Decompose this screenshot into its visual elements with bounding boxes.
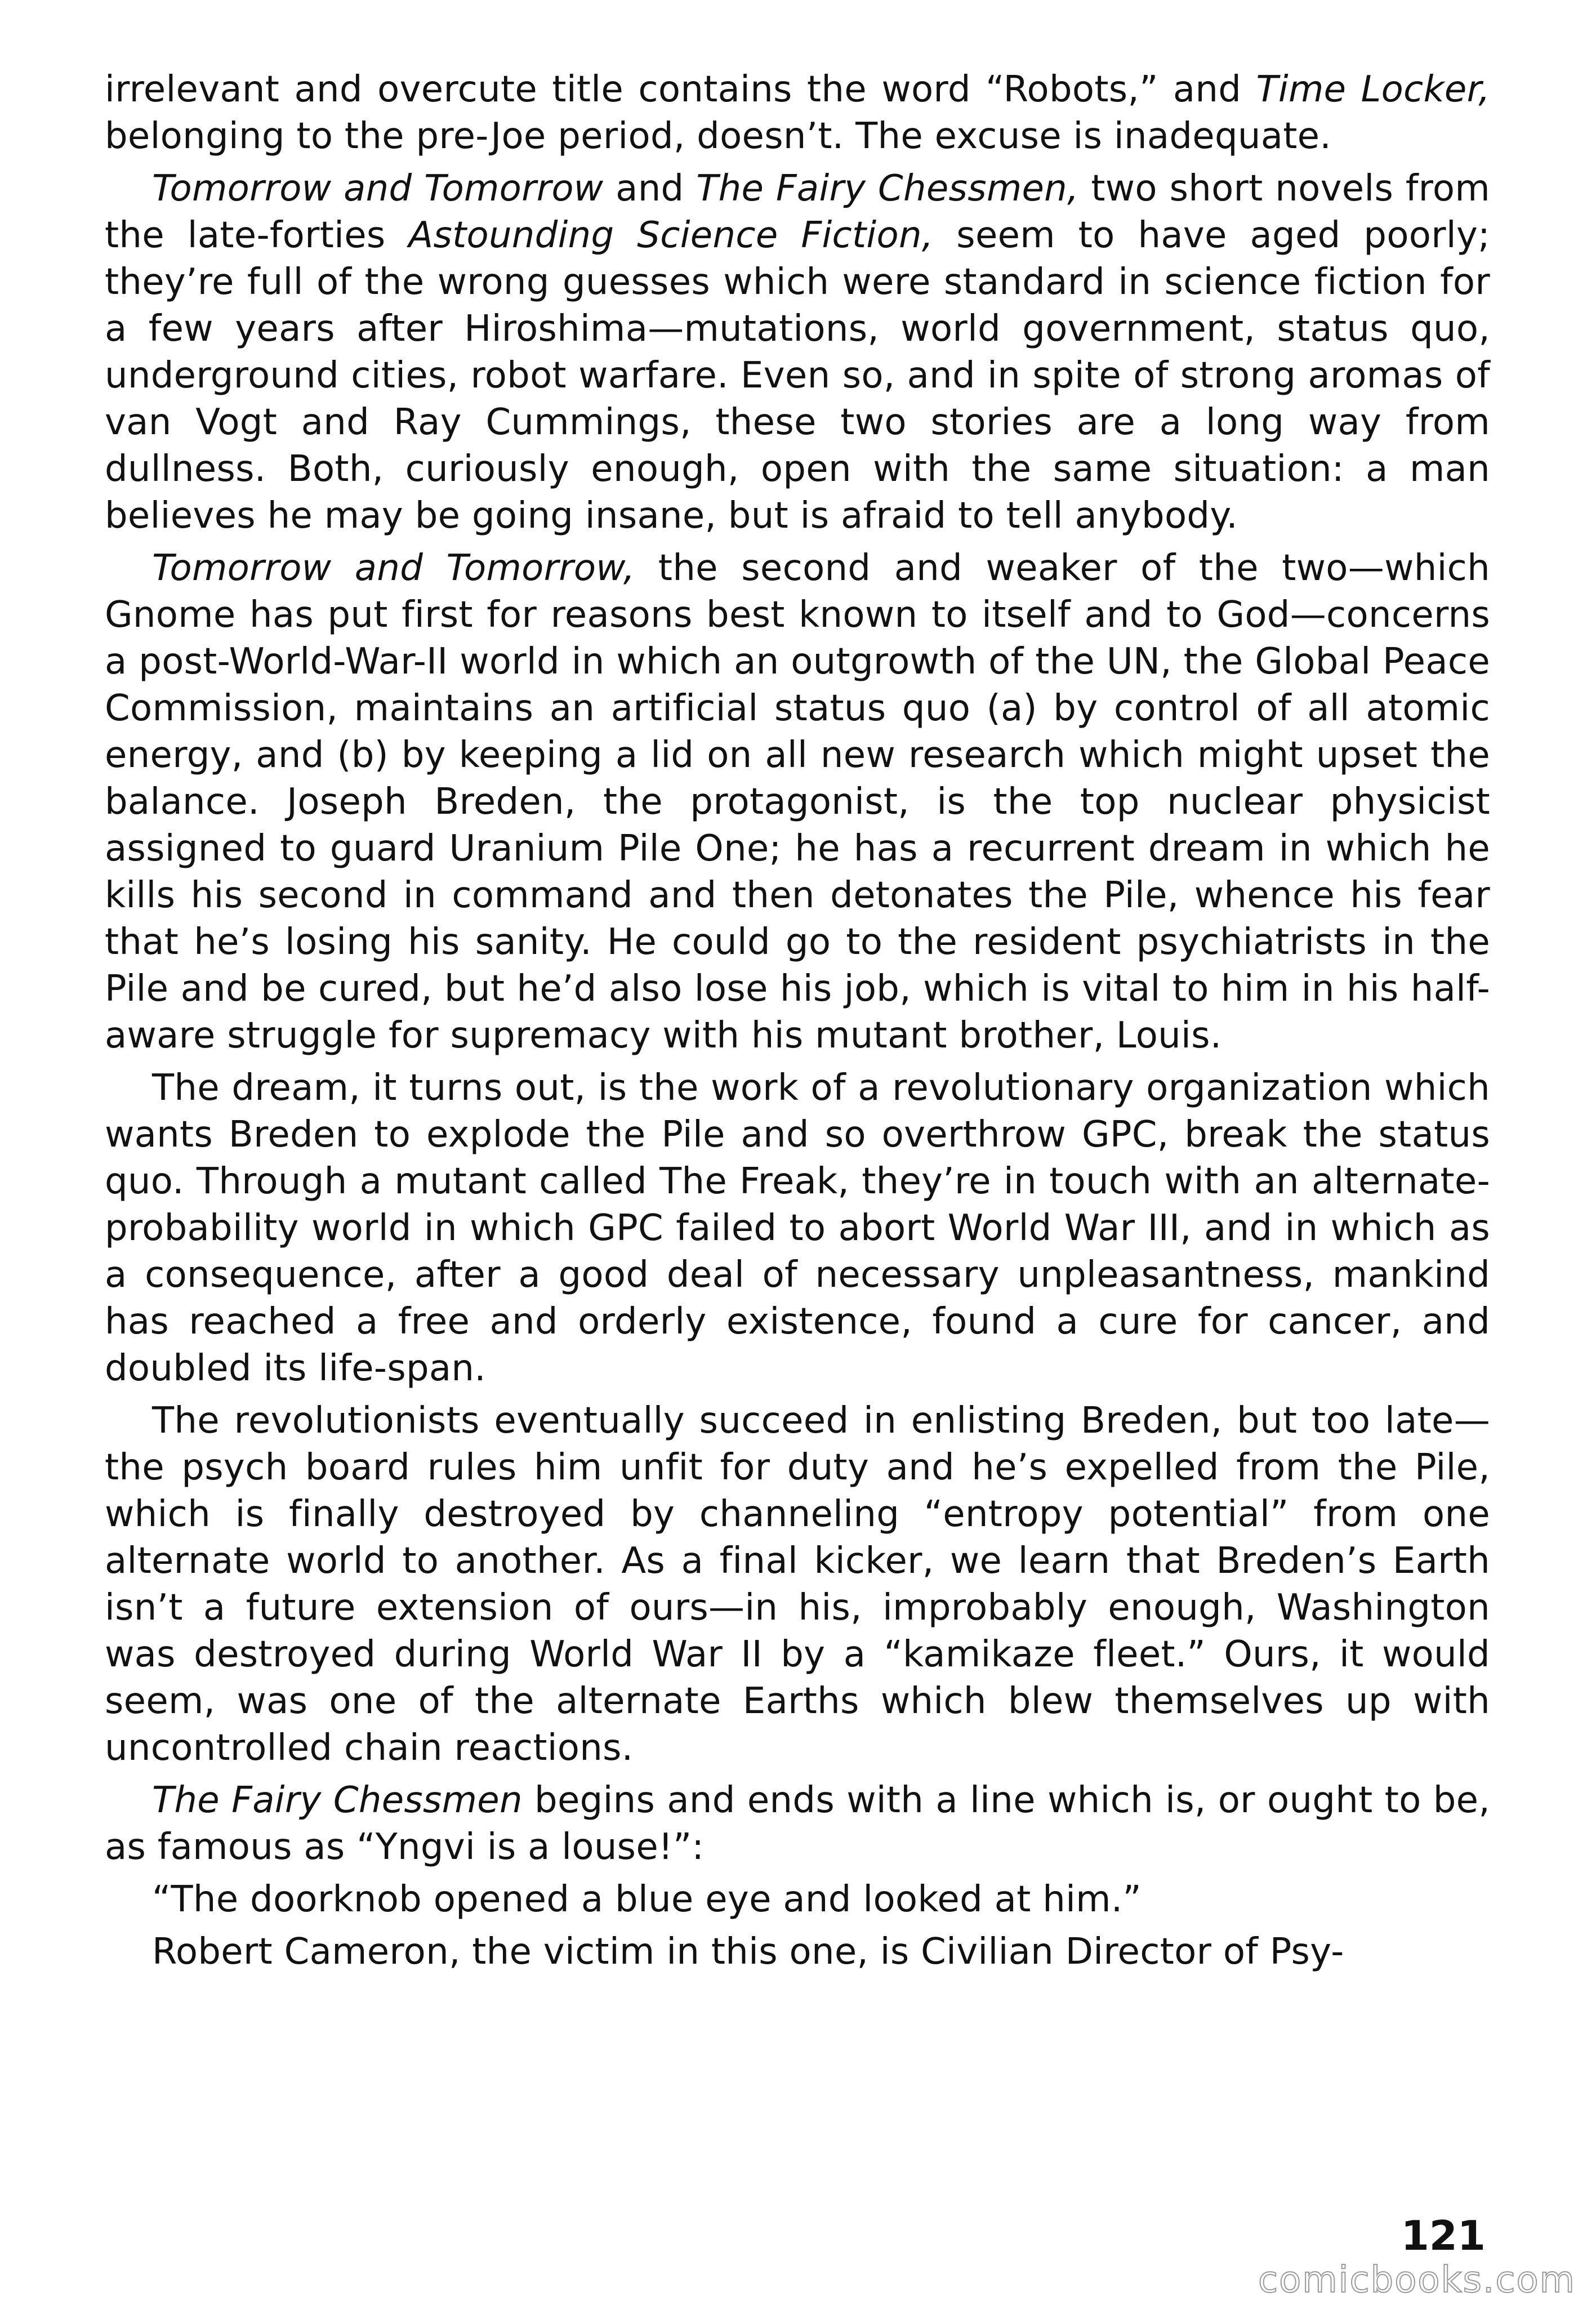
book-title-fairy-chessmen: The Fairy Chessmen,	[696, 168, 1079, 209]
text-run: seem to have aged poorly; they’re full of the wrong guesses which were standard in science fiction for a few years after Hiroshima—mutations, world government, status quo, underground cities, robot warfare. Even so, and in spite of strong aromas of van Vogt and Ray Cummings, these two stories are a long way from dullness. Both, curiously enough, open with the same situation: a man believes he may be going insane, but is afraid to tell anybody.	[105, 215, 1490, 537]
paragraph-3	[105, 545, 1490, 1059]
paragraph-5	[105, 1398, 1490, 1772]
book-title-tomorrow-and-tomorrow: Tomorrow and Tomorrow,	[152, 547, 635, 589]
paragraph-8	[105, 1929, 1490, 1976]
text-run: and	[603, 168, 697, 209]
paragraph-2	[105, 166, 1490, 539]
paragraph-7-quote	[105, 1876, 1490, 1923]
text-run: the second and weaker of the two—which Gnome has put first for reasons best known to itself and to God—concerns a post-World-War-II world in which an outgrowth of the UN, the Global Peace Commission, maintains an artificial status quo (a) by control of all atomic energy, and (b) by keeping a lid on all new research which might upset the balance. Joseph Breden, the protagonist, is the top nuclear physicist assigned to guard Uranium Pile One; he has a recurrent dream in which he kills his second in command and then detonates the Pile, whence his fear that he’s losing his sanity. He could go to the resident psychiatrists in the Pile and be cured, but he’d also lose his job, which is vital to him in his half-aware struggle for supremacy with his mutant brother, Louis.	[105, 547, 1490, 1056]
text-run: The revolutionists eventually succeed in enlisting Breden, but too late—the psych board rules him unfit for duty and he’s expelled from the Pile, which is finally destroyed by channeling “entropy potential” from one alternate world to another. As a final kicker, we learn that Breden’s Earth isn’t a future extension of ours—in his, improbably enough, Washington was destroyed during World War II by a “kamikaze fleet.” Ours, it would seem, was one of the alternate Earths which blew themselves up with uncontrolled chain reactions.	[105, 1400, 1490, 1769]
book-title-tomorrow-and-tomorrow: Tomorrow and Tomorrow	[152, 168, 604, 209]
book-title-time-locker: Time Locker,	[1256, 69, 1490, 110]
paragraph-1	[105, 66, 1490, 160]
watermark: comicbooks.com	[1258, 2259, 1576, 2301]
page-number: 121	[1401, 2212, 1486, 2259]
paragraph-6	[105, 1777, 1490, 1871]
text-run: Robert Cameron, the victim in this one, is Civilian Director of Psy-	[152, 1931, 1344, 1973]
text-run: begins and ends with a line which is, or ought to be, as famous as “Yngvi is a louse!”:	[105, 1780, 1490, 1868]
quoted-line: “The doorknob opened a blue eye and looked at him.”	[152, 1879, 1142, 1920]
text-run: irrelevant and overcute title contains the word “Robots,” and	[105, 69, 1256, 110]
body-text	[105, 66, 1490, 1981]
paragraph-4	[105, 1065, 1490, 1392]
text-run: The dream, it turns out, is the work of a revolutionary organization which wants Breden to explode the Pile and so overthrow GPC, break the status quo. Through a mutant called The Freak, they’re in touch with an alternate-probability world in which GPC failed to abort World War III, and in which as a consequence, after a good deal of necessary unpleasantness, mankind has reached a free and orderly existence, found a cure for cancer, and doubled its life-span.	[105, 1067, 1490, 1389]
text-run: belonging to the pre-Joe period, doesn’t. The excuse is inadequate.	[105, 115, 1332, 157]
book-title-fairy-chessmen: The Fairy Chessmen	[152, 1780, 523, 1821]
magazine-title: Astounding Science Fiction,	[408, 215, 934, 256]
text-run: two short novels from the late-forties	[105, 168, 1490, 256]
